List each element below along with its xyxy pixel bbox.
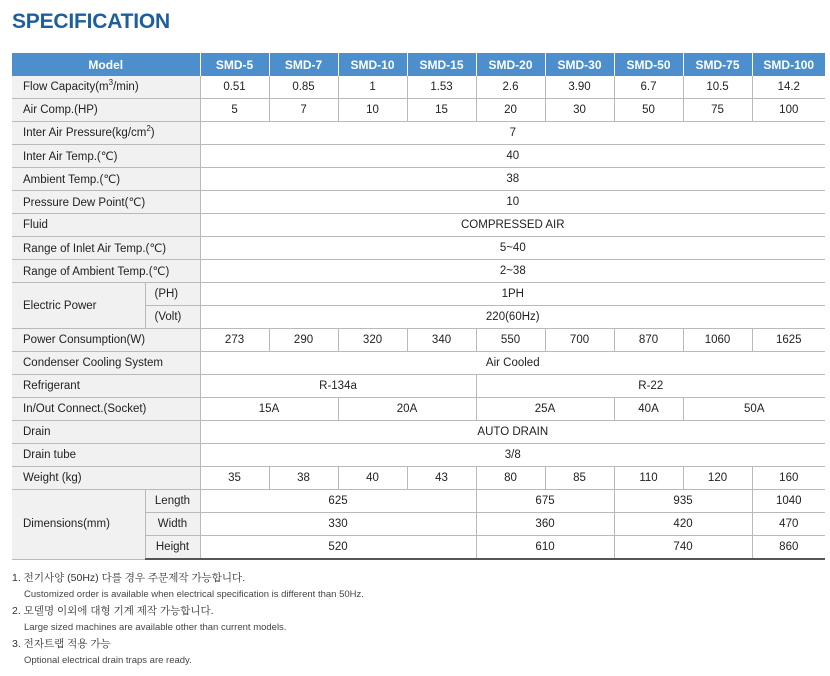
table-cell: 1040 [752, 490, 825, 513]
table-cell: 1060 [683, 329, 752, 352]
header-model-cell: SMD-10 [338, 54, 407, 77]
table-cell: 15 [407, 99, 476, 122]
table-cell: 870 [614, 329, 683, 352]
header-model-cell: SMD-50 [614, 54, 683, 77]
row-label: Refrigerant [12, 375, 200, 398]
header-model-cell: SMD-75 [683, 54, 752, 77]
row-condenser-cooling [12, 352, 825, 375]
table-cell: 7 [200, 122, 825, 145]
row-label: Air Comp.(HP) [12, 99, 200, 122]
table-cell: 110 [614, 467, 683, 490]
sub-label: (Volt) [145, 306, 200, 329]
label-sup: 2 [146, 124, 151, 134]
table-cell: 320 [338, 329, 407, 352]
table-cell: 220(60Hz) [200, 306, 825, 329]
row-inter-air-temp [12, 145, 825, 168]
table-cell: 43 [407, 467, 476, 490]
row-label: Fluid [12, 214, 200, 237]
header-model-cell: SMD-15 [407, 54, 476, 77]
table-cell: 290 [269, 329, 338, 352]
table-cell: Air Cooled [200, 352, 825, 375]
header-model: Model [12, 54, 200, 77]
row-label: Drain [12, 421, 200, 444]
table-cell: 1625 [752, 329, 825, 352]
row-inlet-temp-range [12, 237, 825, 260]
header-model-cell: SMD-5 [200, 54, 269, 77]
table-cell: R-134a [200, 375, 476, 398]
table-cell: 10 [338, 99, 407, 122]
table-cell: 10.5 [683, 76, 752, 99]
table-cell: 75 [683, 99, 752, 122]
table-cell: R-22 [476, 375, 825, 398]
page-title: SPECIFICATION [12, 10, 171, 33]
header-model-cell: SMD-7 [269, 54, 338, 77]
table-cell: 7 [269, 99, 338, 122]
table-cell: 470 [752, 513, 825, 536]
row-label: Condenser Cooling System [12, 352, 200, 375]
table-cell: 740 [614, 536, 752, 560]
table-cell: 25A [476, 398, 614, 421]
row-refrigerant [12, 375, 825, 398]
row-drain [12, 421, 825, 444]
note-en: Customized order is available when electrical specification is different than 50Hz. [24, 588, 364, 600]
table-cell: 38 [269, 467, 338, 490]
row-label: Pressure Dew Point(℃) [12, 191, 200, 214]
header-row [12, 54, 825, 77]
table-cell: 10 [200, 191, 825, 214]
table-cell: AUTO DRAIN [200, 421, 825, 444]
table-cell: 3.90 [545, 76, 614, 99]
table-cell: 40 [338, 467, 407, 490]
row-label: Electric Power [12, 283, 145, 329]
label-text: Inter Air Pressure(kg/cm [23, 127, 147, 139]
table-cell: 550 [476, 329, 545, 352]
footnotes [12, 570, 364, 669]
label-text: Flow Capacity(m [23, 81, 109, 93]
sub-label: Length [145, 490, 200, 513]
row-label: Drain tube [12, 444, 200, 467]
table-cell: 1.53 [407, 76, 476, 99]
table-cell: 273 [200, 329, 269, 352]
row-label [12, 76, 200, 99]
table-cell: COMPRESSED AIR [200, 214, 825, 237]
table-cell: 120 [683, 467, 752, 490]
row-label: Dimensions(mm) [12, 490, 145, 560]
table-cell: 5 [200, 99, 269, 122]
table-cell: 35 [200, 467, 269, 490]
table-cell: 0.85 [269, 76, 338, 99]
table-cell: 6.7 [614, 76, 683, 99]
table-cell: 50 [614, 99, 683, 122]
row-pressure-dew-point [12, 191, 825, 214]
row-in-out-connect [12, 398, 825, 421]
table-cell: 2~38 [200, 260, 825, 283]
row-label: Weight (kg) [12, 467, 200, 490]
table-cell: 520 [200, 536, 476, 560]
sub-label: Width [145, 513, 200, 536]
row-drain-tube [12, 444, 825, 467]
header-model-cell: SMD-100 [752, 54, 825, 77]
row-air-comp [12, 99, 825, 122]
row-power-consumption [12, 329, 825, 352]
row-label: In/Out Connect.(Socket) [12, 398, 200, 421]
table-cell: 50A [683, 398, 825, 421]
row-label: Inter Air Temp.(℃) [12, 145, 200, 168]
row-ambient-temp [12, 168, 825, 191]
table-cell: 85 [545, 467, 614, 490]
note-ko: 2. 모델명 이외에 대형 기계 제작 가능합니다. [12, 605, 214, 617]
table-cell: 420 [614, 513, 752, 536]
table-cell: 675 [476, 490, 614, 513]
note-en: Large sized machines are available other than current models. [24, 621, 287, 633]
row-fluid [12, 214, 825, 237]
table-cell: 100 [752, 99, 825, 122]
table-cell: 20 [476, 99, 545, 122]
table-cell: 330 [200, 513, 476, 536]
table-cell: 14.2 [752, 76, 825, 99]
table-cell: 360 [476, 513, 614, 536]
row-dimensions-length [12, 490, 825, 513]
table-cell: 340 [407, 329, 476, 352]
table-cell: 80 [476, 467, 545, 490]
row-label: Ambient Temp.(℃) [12, 168, 200, 191]
row-inter-air-pressure [12, 122, 825, 145]
table-cell: 15A [200, 398, 338, 421]
row-ambient-temp-range [12, 260, 825, 283]
table-cell: 3/8 [200, 444, 825, 467]
note-ko: 3. 전자트랩 적용 가능 [12, 638, 111, 650]
table-cell: 160 [752, 467, 825, 490]
sub-label: Height [145, 536, 200, 560]
sub-label: (PH) [145, 283, 200, 306]
table-cell: 625 [200, 490, 476, 513]
row-label: Power Consumption(W) [12, 329, 200, 352]
table-cell: 5~40 [200, 237, 825, 260]
row-weight [12, 467, 825, 490]
specification-table [12, 53, 825, 560]
table-cell: 935 [614, 490, 752, 513]
table-cell: 20A [338, 398, 476, 421]
table-cell: 30 [545, 99, 614, 122]
note-en: Optional electrical drain traps are ready. [24, 654, 192, 666]
table-cell: 40A [614, 398, 683, 421]
row-label: Range of Inlet Air Temp.(℃) [12, 237, 200, 260]
table-cell: 860 [752, 536, 825, 560]
row-label: Range of Ambient Temp.(℃) [12, 260, 200, 283]
row-flow-capacity [12, 76, 825, 99]
table-cell: 700 [545, 329, 614, 352]
table-cell: 40 [200, 145, 825, 168]
header-model-cell: SMD-30 [545, 54, 614, 77]
table-cell: 0.51 [200, 76, 269, 99]
table-cell: 38 [200, 168, 825, 191]
row-electric-power-ph [12, 283, 825, 306]
label-sup: 3 [108, 78, 114, 88]
table-cell: 1PH [200, 283, 825, 306]
label-text: /min) [113, 81, 139, 93]
header-model-cell: SMD-20 [476, 54, 545, 77]
row-label [12, 122, 200, 145]
table-cell: 2.6 [476, 76, 545, 99]
label-text: ) [150, 127, 155, 139]
table-cell: 1 [338, 76, 407, 99]
table-cell: 610 [476, 536, 614, 560]
note-ko: 1. 전기사양 (50Hz) 다를 경우 주문제작 가능합니다. [12, 572, 246, 584]
